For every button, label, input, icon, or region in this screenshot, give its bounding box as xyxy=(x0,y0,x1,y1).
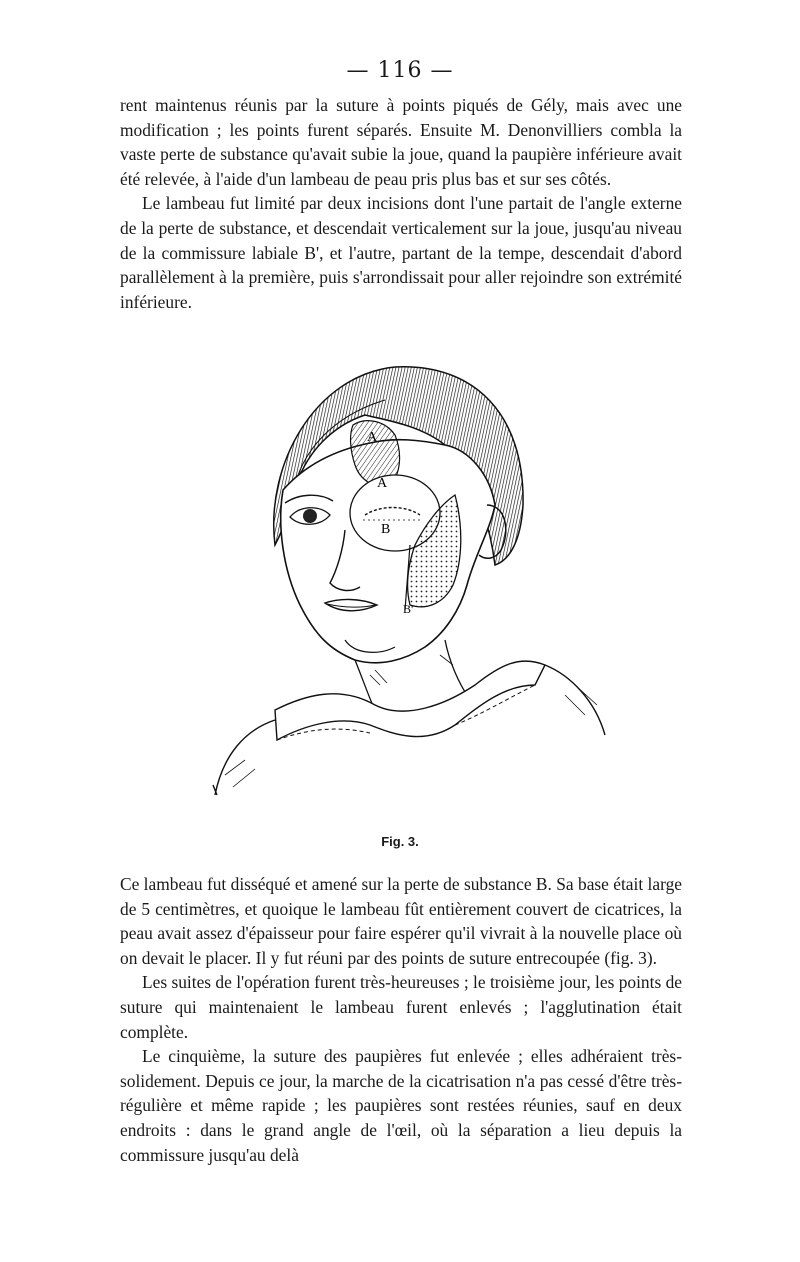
paragraph: rent maintenus réunis par la suture à points piqués de Gély, mais avec une modification ; les points furent séparés. Ensuite M. Denonvilliers combla la vaste perte de substance qu'avait subie la joue, quand la paupière inférieure avait été relevée, à l'aide d'un lambeau de peau pris plus bas et sur ses côtés. xyxy=(120,95,682,189)
paragraph: Les suites de l'opération furent très-heureuses ; le troisième jour, les points de suture qui maintenaient le lambeau furent enlevés ; l'agglutination était complète. xyxy=(120,972,682,1042)
text-block-bottom xyxy=(120,872,682,1167)
engraving-face-portrait xyxy=(205,355,615,815)
label-b: B xyxy=(381,522,391,537)
page-number: — 116 — xyxy=(346,58,454,83)
paragraph: Le lambeau fut limité par deux incisions dont l'une partait de l'angle externe de la perte de substance, et descendait verticalement sur la joue, jusqu'au niveau de la commissure labiale B', et l'autre, partant de la tempe, descendait d'abord parallèlement à la première, puis s'arrondissait pour aller rejoindre son extrémité inférieure. xyxy=(120,193,682,312)
text-block-top xyxy=(120,93,682,314)
label-a-mid: A xyxy=(377,476,388,491)
lace-collar xyxy=(275,661,545,740)
label-a-top: A xyxy=(367,430,378,445)
paragraph: Ce lambeau fut disséqué et amené sur la perte de substance B. Sa base était large de 5 centimètres, et quoique le lambeau fût entièrement couvert de cicatrices, la peau avait assez d'épaisseur pour faire espérer qu'il vivrait à la nouvelle place où on devait le placer. Il y fut réuni par des points de suture entrecoupée (fig. 3). xyxy=(120,874,682,968)
figure-illustration xyxy=(205,355,615,815)
label-b-prime: B' xyxy=(403,602,414,616)
figure-caption: Fig. 3. xyxy=(381,834,419,849)
paragraph: Le cinquième, la suture des paupières fut enlevée ; elles adhéraient très-solidement. Depuis ce jour, la marche de la cicatrisation n'a pas cessé d'être très-régulière et même rapide ; les paupières sont restées réunies, sauf en deux endroits : dans le grand angle de l'œil, où la séparation a lieu depuis la commissure jusqu'au delà xyxy=(120,1046,682,1165)
